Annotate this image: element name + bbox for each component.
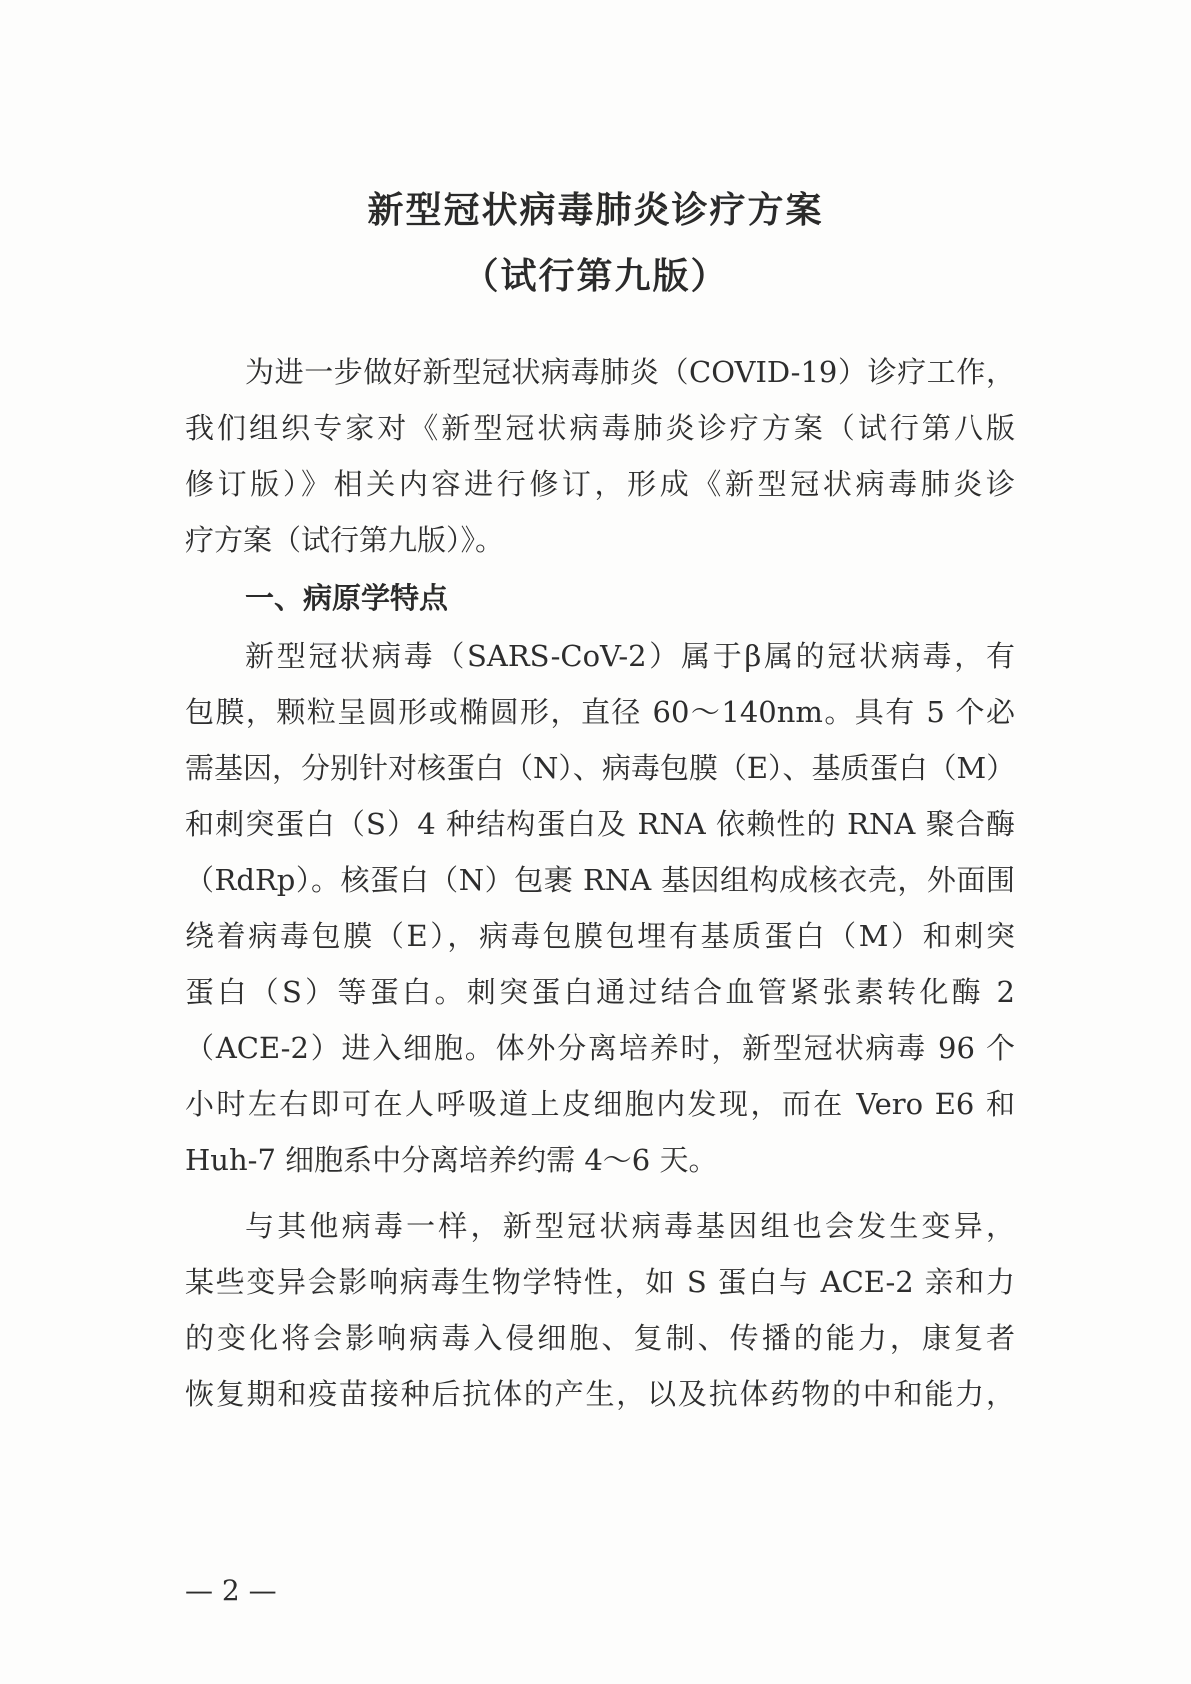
paragraph-line: 为进一步做好新型冠状病毒肺炎（COVID-19）诊疗工作， xyxy=(245,355,1015,389)
paragraph-line: Huh-7 细胞系中分离培养约需 4～6 天。 xyxy=(185,1143,718,1177)
paragraph-line: 和刺突蛋白（S）4 种结构蛋白及 RNA 依赖性的 RNA 聚合酶 xyxy=(185,807,1015,841)
paragraph-line: 蛋白（S）等蛋白。刺突蛋白通过结合血管紧张素转化酶 2 xyxy=(185,975,1015,1009)
page-number: — 2 — xyxy=(185,1574,277,1607)
paragraph-line: 恢复期和疫苗接种后抗体的产生，以及抗体药物的中和能力， xyxy=(185,1377,1015,1411)
paragraph-line: 包膜，颗粒呈圆形或椭圆形，直径 60～140nm。具有 5 个必 xyxy=(185,695,1015,729)
paragraph-line: （ACE-2）进入细胞。体外分离培养时，新型冠状病毒 96 个 xyxy=(185,1031,1015,1065)
paragraph-line: 小时左右即可在人呼吸道上皮细胞内发现，而在 Vero E6 和 xyxy=(185,1087,1015,1121)
paragraph-line: 与其他病毒一样，新型冠状病毒基因组也会发生变异， xyxy=(245,1209,1015,1243)
paragraph-line: 我们组织专家对《新型冠状病毒肺炎诊疗方案（试行第八版 xyxy=(185,411,1015,445)
paragraph-line: 某些变异会影响病毒生物学特性，如 S 蛋白与 ACE-2 亲和力 xyxy=(185,1265,1015,1299)
paragraph-line: 疗方案（试行第九版）》。 xyxy=(185,523,505,557)
document-subtitle: （试行第九版） xyxy=(462,256,729,297)
paragraph-line: 新型冠状病毒（SARS-CoV-2）属于β属的冠状病毒，有 xyxy=(245,639,1015,673)
document-title: 新型冠状病毒肺炎诊疗方案 xyxy=(367,190,824,231)
paragraph-line: 需基因，分别针对核蛋白（N）、病毒包膜（E）、基质蛋白（M） xyxy=(185,751,1016,785)
section-heading: 一、病原学特点 xyxy=(245,581,449,615)
paragraph-line: 修订版）》相关内容进行修订，形成《新型冠状病毒肺炎诊 xyxy=(185,467,1015,501)
paragraph-line: （RdRp）。核蛋白（N）包裹 RNA 基因组构成核衣壳，外面围 xyxy=(185,863,1015,897)
paragraph-line: 绕着病毒包膜（E），病毒包膜包埋有基质蛋白（M）和刺突 xyxy=(185,919,1015,953)
paragraph-line: 的变化将会影响病毒入侵细胞、复制、传播的能力，康复者 xyxy=(185,1321,1015,1355)
